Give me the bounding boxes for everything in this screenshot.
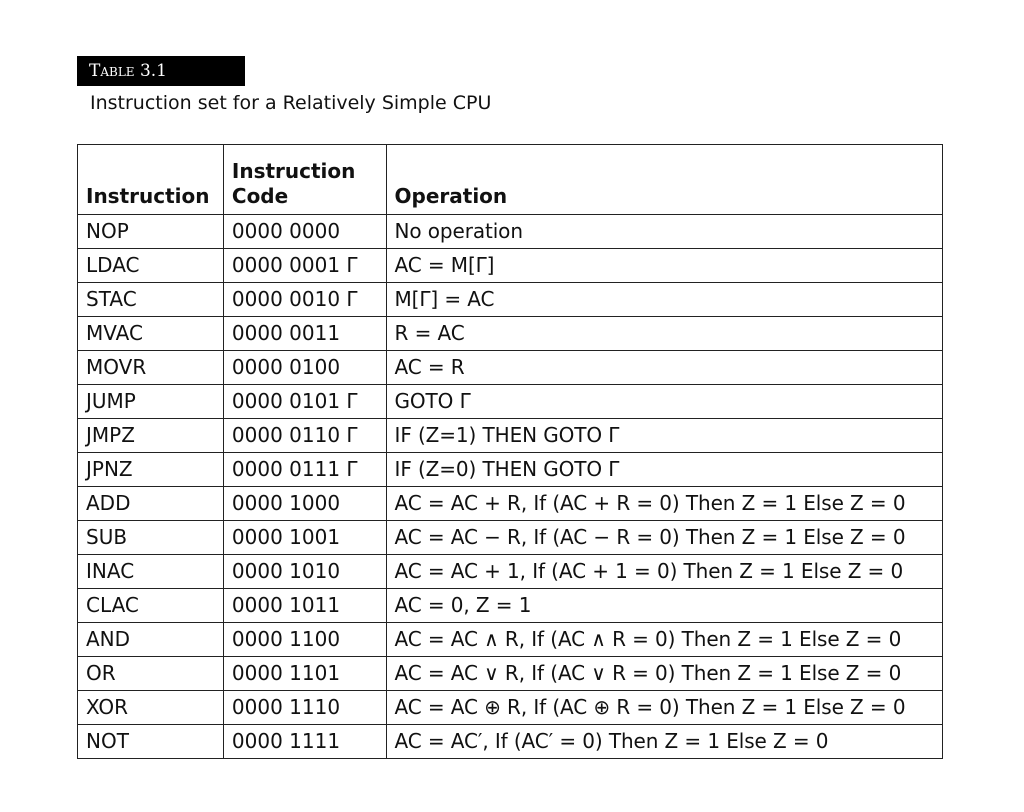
operation-cell: AC = AC + 1, If (AC + 1 = 0) Then Z = 1 Else Z = 0	[386, 555, 942, 589]
table-row	[78, 385, 943, 419]
code-cell: 0000 1011	[223, 589, 386, 623]
table-row	[78, 249, 943, 283]
code-cell: 0000 0100	[223, 351, 386, 385]
instruction-cell: AND	[78, 623, 224, 657]
operation-cell: AC = AC ∨ R, If (AC ∨ R = 0) Then Z = 1 Else Z = 0	[386, 657, 942, 691]
table-row	[78, 351, 943, 385]
code-cell: 0000 1100	[223, 623, 386, 657]
instruction-cell: MOVR	[78, 351, 224, 385]
instruction-cell: JUMP	[78, 385, 224, 419]
operation-cell: AC = M[Γ]	[386, 249, 942, 283]
table-caption: Instruction set for a Relatively Simple CPU	[90, 92, 492, 114]
instruction-cell: JMPZ	[78, 419, 224, 453]
code-cell: 0000 0011	[223, 317, 386, 351]
table-row	[78, 691, 943, 725]
code-cell: 0000 1000	[223, 487, 386, 521]
operation-cell: IF (Z=0) THEN GOTO Γ	[386, 453, 942, 487]
instruction-cell: MVAC	[78, 317, 224, 351]
instruction-cell: JPNZ	[78, 453, 224, 487]
table-row	[78, 521, 943, 555]
code-cell: 0000 0111 Γ	[223, 453, 386, 487]
operation-cell: AC = AC + R, If (AC + R = 0) Then Z = 1 Else Z = 0	[386, 487, 942, 521]
table-row	[78, 555, 943, 589]
header-code-line2: Code	[231, 184, 289, 208]
table-label: Table 3.1	[77, 56, 245, 86]
header-operation: Operation	[386, 145, 942, 215]
table-row	[78, 453, 943, 487]
operation-cell: AC = AC ∧ R, If (AC ∧ R = 0) Then Z = 1 Else Z = 0	[386, 623, 942, 657]
code-cell: 0000 1111	[223, 725, 386, 759]
code-cell: 0000 0000	[223, 215, 386, 249]
code-cell: 0000 0010 Γ	[223, 283, 386, 317]
instruction-cell: XOR	[78, 691, 224, 725]
table-row	[78, 725, 943, 759]
header-row	[78, 145, 943, 215]
instruction-set-table	[77, 144, 943, 759]
table-row	[78, 589, 943, 623]
code-cell: 0000 1001	[223, 521, 386, 555]
instruction-cell: LDAC	[78, 249, 224, 283]
operation-cell: AC = AC′, If (AC′ = 0) Then Z = 1 Else Z = 0	[386, 725, 942, 759]
header-code-line1: Instruction	[231, 159, 356, 183]
code-cell: 0000 1110	[223, 691, 386, 725]
code-cell: 0000 0101 Γ	[223, 385, 386, 419]
instruction-cell: INAC	[78, 555, 224, 589]
operation-cell: GOTO Γ	[386, 385, 942, 419]
table-row	[78, 317, 943, 351]
operation-cell: AC = 0, Z = 1	[386, 589, 942, 623]
instruction-cell: OR	[78, 657, 224, 691]
instruction-cell: NOT	[78, 725, 224, 759]
header-instruction-code	[223, 145, 386, 215]
operation-cell: AC = R	[386, 351, 942, 385]
table-row	[78, 419, 943, 453]
code-cell: 0000 1101	[223, 657, 386, 691]
table-row	[78, 215, 943, 249]
operation-cell: AC = AC − R, If (AC − R = 0) Then Z = 1 Else Z = 0	[386, 521, 942, 555]
operation-cell: No operation	[386, 215, 942, 249]
code-cell: 0000 0110 Γ	[223, 419, 386, 453]
operation-cell: AC = AC ⊕ R, If (AC ⊕ R = 0) Then Z = 1 Else Z = 0	[386, 691, 942, 725]
header-instruction: Instruction	[78, 145, 224, 215]
table-row	[78, 283, 943, 317]
table-row	[78, 657, 943, 691]
instruction-cell: STAC	[78, 283, 224, 317]
code-cell: 0000 1010	[223, 555, 386, 589]
instruction-cell: SUB	[78, 521, 224, 555]
instruction-cell: NOP	[78, 215, 224, 249]
operation-cell: R = AC	[386, 317, 942, 351]
table-row	[78, 487, 943, 521]
instruction-cell: ADD	[78, 487, 224, 521]
table-row	[78, 623, 943, 657]
instruction-cell: CLAC	[78, 589, 224, 623]
code-cell: 0000 0001 Γ	[223, 249, 386, 283]
operation-cell: IF (Z=1) THEN GOTO Γ	[386, 419, 942, 453]
operation-cell: M[Γ] = AC	[386, 283, 942, 317]
